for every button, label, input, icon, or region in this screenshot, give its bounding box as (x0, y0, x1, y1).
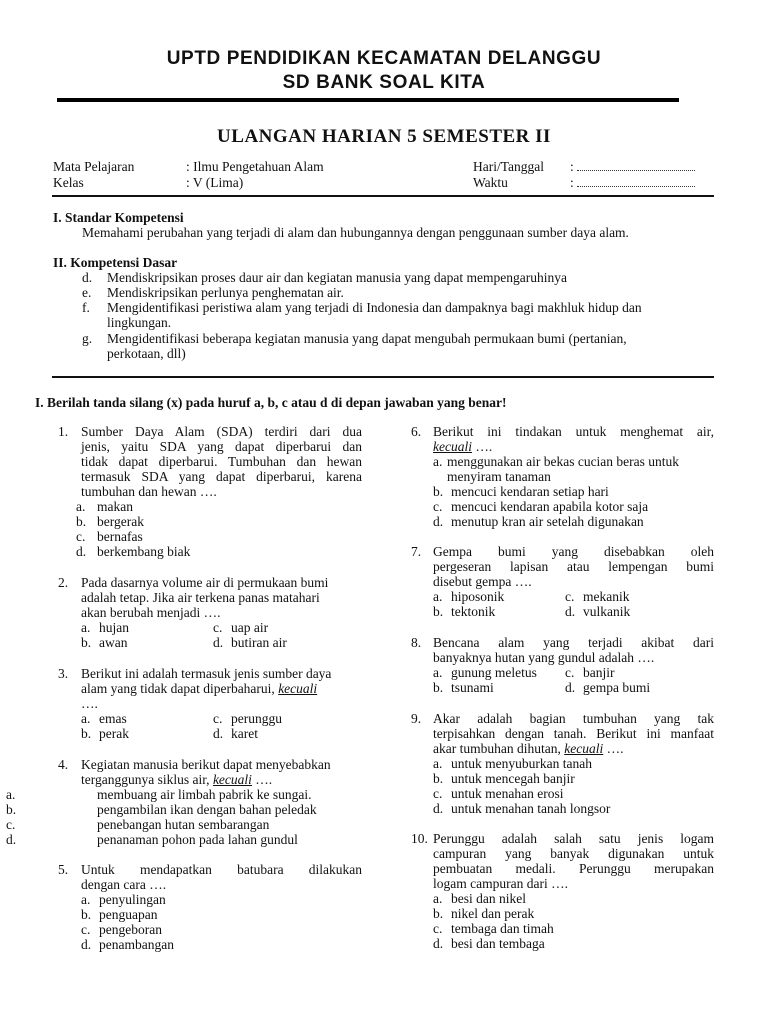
option-letter: c. (81, 922, 91, 937)
subject-value: : Ilmu Pengetahuan Alam (186, 159, 324, 174)
instruction-text: I. Berilah tanda silang (x) pada huruf a, b, c atau d di depan jawaban yang benar! (35, 395, 507, 410)
option-text: perunggu (231, 711, 282, 726)
keyword-kecuali: kecuali (212, 772, 252, 787)
option-text: gunung meletus (451, 665, 537, 680)
class-label: Kelas (53, 175, 84, 190)
competency-text: Mendiskripsikan perlunya penghematan air. (107, 285, 344, 300)
option-letter: d. (433, 936, 444, 951)
section-standard-heading: I. Standar Kompetensi (53, 210, 184, 225)
exam-title: ULANGAN HARIAN 5 SEMESTER II (217, 126, 551, 147)
section-divider (52, 376, 714, 378)
competency-marker: e. (82, 285, 92, 300)
option-letter: b. (81, 726, 92, 741)
option-letter: a. (76, 499, 86, 514)
keyword-kecuali: kecuali (564, 741, 604, 756)
option-text: untuk mencegah banjir (451, 771, 575, 786)
option-letter: d. (565, 604, 576, 619)
question-text: Berikut ini tindakan untuk menghemat air, (433, 424, 714, 439)
question-text: terganggunya siklus air, kecuali …. (81, 772, 273, 787)
option-text: menyiram tanaman (447, 469, 551, 484)
option-text: penebangan hutan sembarangan (97, 817, 270, 832)
option-letter: a. (6, 787, 16, 802)
question-text: Bencana alam yang terjadi akibat dari (433, 635, 714, 650)
option-letter: a. (81, 620, 91, 635)
question-text: …. (81, 696, 98, 711)
question-text: kecuali …. (433, 439, 493, 454)
option-text: penanaman pohon pada lahan gundul (97, 832, 298, 847)
question-number: 8. (411, 635, 422, 650)
date-field: : (570, 159, 695, 174)
option-text: pengambilan ikan dengan bahan peledak (97, 802, 317, 817)
option-text: makan (97, 499, 133, 514)
option-text: tsunami (451, 680, 494, 695)
option-text: nikel dan perak (451, 906, 535, 921)
section-competency-heading: II. Kompetensi Dasar (53, 255, 178, 270)
option-letter: a. (433, 589, 443, 604)
option-letter: a. (81, 892, 91, 907)
question-text: Sumber Daya Alam (SDA) terdiri dari dua (81, 424, 362, 439)
option-text: membuang air limbah pabrik ke sungai. (97, 787, 312, 802)
question-text: terpisahkan dengan tanah. Berikut ini manfaat (433, 726, 714, 741)
option-text: mekanik (583, 589, 630, 604)
competency-marker: g. (82, 331, 93, 346)
option-text: bergerak (97, 514, 144, 529)
option-letter: c. (76, 529, 86, 544)
question-text: Pada dasarnya volume air di permukaan bumi (81, 575, 329, 590)
header-divider (57, 98, 679, 102)
option-text: karet (231, 726, 258, 741)
option-letter: c. (213, 711, 223, 726)
option-text: besi dan tembaga (451, 936, 545, 951)
question-text: tumbuhan dan hewan …. (81, 484, 217, 499)
option-letter: b. (433, 604, 444, 619)
option-text: hiposonik (451, 589, 505, 604)
question-number: 9. (411, 711, 422, 726)
keyword-kecuali: kecuali (433, 439, 472, 454)
keyword-kecuali: kecuali (278, 681, 318, 696)
option-text: tektonik (451, 604, 496, 619)
question-text: termasuk SDA yang dapat diperbarui, karena (81, 469, 362, 484)
question-text: Perunggu adalah salah satu jenis logam (433, 831, 714, 846)
option-text: besi dan nikel (451, 891, 526, 906)
question-text: akan berubah menjadi …. (81, 605, 221, 620)
option-text: awan (99, 635, 128, 650)
option-text: mencuci kendaran apabila kotor saja (451, 499, 649, 514)
option-text: mencuci kendaran setiap hari (451, 484, 609, 499)
option-letter: a. (433, 454, 443, 469)
question-text: akar tumbuhan dihutan, kecuali …. (433, 741, 624, 756)
option-text: berkembang biak (97, 544, 191, 559)
option-letter: d. (565, 680, 576, 695)
option-letter: a. (433, 891, 443, 906)
option-letter: a. (433, 756, 443, 771)
section-standard-text: Memahami perubahan yang terjadi di alam dan hubungannya dengan penggunaan sumber daya alam. (82, 225, 629, 240)
option-letter: b. (433, 906, 444, 921)
option-text: pengeboran (99, 922, 162, 937)
competency-marker: d. (82, 270, 93, 285)
option-text: gempa bumi (583, 680, 651, 695)
question-text: alam yang tidak dapat diperbaharui, kecuali (81, 681, 318, 696)
option-letter: c. (565, 665, 575, 680)
option-letter: c. (565, 589, 575, 604)
option-text: emas (99, 711, 127, 726)
competency-text: lingkungan. (107, 315, 172, 330)
option-text: penguapan (99, 907, 158, 922)
question-text: pergeseran lapisan atau lempengan bumi (433, 559, 714, 574)
question-number: 7. (411, 544, 422, 559)
option-text: tembaga dan timah (451, 921, 554, 936)
question-text: tidak dapat diperbarui. Tumbuhan dan hewan (81, 454, 362, 469)
question-text: Akar adalah bagian tumbuhan yang tak (433, 711, 714, 726)
competency-text: Mengidentifikasi peristiwa alam yang terjadi di Indonesia dan dampaknya bagi makhluk hidup dan (107, 300, 642, 315)
option-letter: b. (81, 907, 92, 922)
option-letter: c. (433, 499, 443, 514)
question-number: 5. (58, 862, 69, 877)
school-name: SD BANK SOAL KITA (282, 72, 486, 93)
option-text: penambangan (99, 937, 174, 952)
option-letter: b. (433, 771, 444, 786)
time-field: : (570, 175, 695, 190)
option-letter: d. (76, 544, 87, 559)
option-letter: b. (76, 514, 87, 529)
option-text: untuk menahan erosi (451, 786, 564, 801)
option-letter: a. (81, 711, 91, 726)
option-text: menggunakan air bekas cucian beras untuk (447, 454, 680, 469)
option-letter: b. (433, 680, 444, 695)
option-letter: d. (433, 514, 444, 529)
option-letter: b. (81, 635, 92, 650)
option-letter: d. (81, 937, 92, 952)
question-text: banyaknya hutan yang gundul adalah …. (433, 650, 655, 665)
option-letter: d. (433, 801, 444, 816)
question-number: 6. (411, 424, 422, 439)
option-text: bernafas (97, 529, 143, 544)
option-text: uap air (231, 620, 269, 635)
option-letter: c. (213, 620, 223, 635)
option-letter: c. (433, 921, 443, 936)
option-text: penyulingan (99, 892, 166, 907)
class-value: : V (Lima) (186, 175, 244, 190)
option-letter: b. (433, 484, 444, 499)
option-text: untuk menahan tanah longsor (451, 801, 611, 816)
question-text: campuran yang banyak digunakan untuk (433, 846, 714, 861)
option-text: vulkanik (583, 604, 631, 619)
question-number: 1. (58, 424, 69, 439)
question-text: Gempa bumi yang disebabkan oleh (433, 544, 714, 559)
question-text: Kegiatan manusia berikut dapat menyebabkan (81, 757, 331, 772)
option-text: untuk menyuburkan tanah (451, 756, 592, 771)
option-letter: a. (433, 665, 443, 680)
competency-text: Mengidentifikasi beberapa kegiatan manusia yang dapat mengubah permukaan bumi (pertanian, (107, 331, 627, 346)
question-text: jenis, yaitu SDA yang dapat diperbarui dan (81, 439, 362, 454)
question-text: Berikut ini adalah termasuk jenis sumber daya (81, 666, 332, 681)
subject-label: Mata Pelajaran (53, 159, 135, 174)
question-number: 10. (411, 831, 428, 846)
school-authority-title: UPTD PENDIDIKAN KECAMATAN DELANGGU (166, 48, 602, 69)
option-text: hujan (99, 620, 129, 635)
date-label: Hari/Tanggal (473, 159, 545, 174)
option-letter: d. (213, 635, 224, 650)
option-text: menutup kran air setelah digunakan (451, 514, 644, 529)
question-text: Untuk mendapatkan batubara dilakukan (81, 862, 362, 877)
option-text: perak (99, 726, 129, 741)
option-letter: c. (433, 786, 443, 801)
question-number: 4. (58, 757, 69, 772)
question-number: 2. (58, 575, 69, 590)
info-divider (52, 195, 714, 197)
competency-text: perkotaan, dll) (107, 346, 186, 361)
question-text: disebut gempa …. (433, 574, 532, 589)
time-label: Waktu (473, 175, 508, 190)
question-text: adalah tetap. Jika air terkena panas matahari (81, 590, 320, 605)
question-text: pembuatan medali. Perunggu merupakan (433, 861, 714, 876)
option-text: banjir (583, 665, 615, 680)
question-number: 3. (58, 666, 69, 681)
option-text: butiran air (231, 635, 287, 650)
competency-text: Mendiskripsikan proses daur air dan kegiatan manusia yang dapat mempengaruhinya (107, 270, 567, 285)
option-letter: d. (6, 832, 17, 847)
competency-marker: f. (82, 300, 90, 315)
option-letter: c. (6, 817, 16, 832)
option-letter: d. (213, 726, 224, 741)
question-text: dengan cara …. (81, 877, 167, 892)
option-letter: b. (6, 802, 17, 817)
question-text: logam campuran dari …. (433, 876, 568, 891)
